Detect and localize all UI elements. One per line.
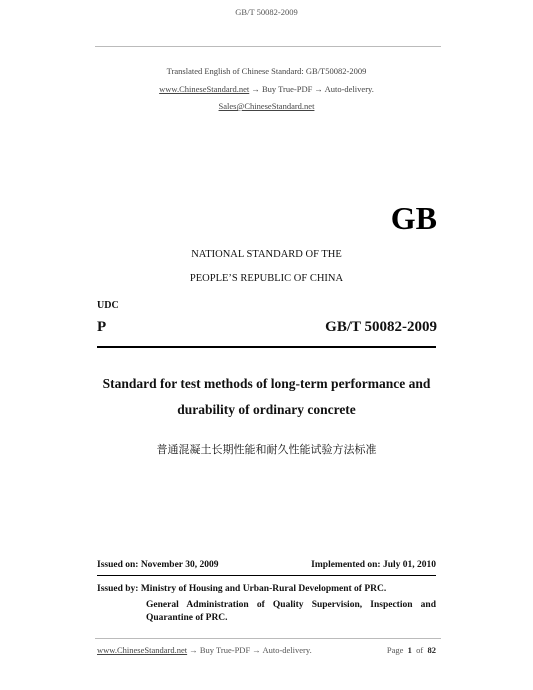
title-line1: Standard for test methods of long-term performance and (102, 376, 431, 391)
page-indicator (387, 645, 436, 655)
issued-on: Issued on: November 30, 2009 (97, 560, 219, 570)
email-line (0, 101, 533, 111)
email-link[interactable]: Sales@ChineseStandard.net (218, 101, 315, 111)
footer-site-link[interactable]: www.ChineseStandard.net (97, 645, 188, 655)
national-standard-line1: NATIONAL STANDARD OF THE (191, 249, 342, 260)
udc-label: UDC (97, 300, 119, 311)
standard-number: GB/T 50082-2009 (325, 319, 437, 335)
translation-notice: Translated English of Chinese Standard: GB/T50082-2009 (166, 66, 367, 76)
page-total: 82 (427, 645, 436, 655)
page-of: of (416, 645, 424, 655)
purchase-text: → Buy True-PDF → Auto-delivery. (249, 84, 374, 94)
title-line2: durability of ordinary concrete (177, 402, 356, 417)
title-chinese: 普通混凝土长期性能和耐久性能试验方法标准 (156, 443, 377, 456)
site-link[interactable]: www.ChineseStandard.net (159, 84, 250, 94)
running-header: GB/T 50082-2009 (235, 7, 298, 17)
footer-purchase-line (97, 645, 312, 655)
page-label: Page (386, 645, 404, 655)
page-current: 1 (407, 645, 412, 655)
footer-divider (95, 638, 441, 639)
implemented-on: Implemented on: July 01, 2010 (311, 560, 436, 570)
national-standard-line2: PEOPLE’S REPUBLIC OF CHINA (189, 273, 344, 284)
purchase-line (0, 84, 533, 94)
title-divider (97, 346, 436, 348)
issued-by: Issued by: Ministry of Housing and Urban-Rural Development of PRC. (97, 584, 387, 594)
header-divider (95, 46, 441, 47)
co-issuer: General Administration of Quality Supervision, Inspection and Quarantine of PRC. (146, 600, 436, 623)
p-code: P (97, 319, 107, 335)
gb-mark: GB (390, 200, 437, 236)
footer-purchase-text: → Buy True-PDF → Auto-delivery. (187, 645, 312, 655)
issue-divider (97, 575, 436, 576)
